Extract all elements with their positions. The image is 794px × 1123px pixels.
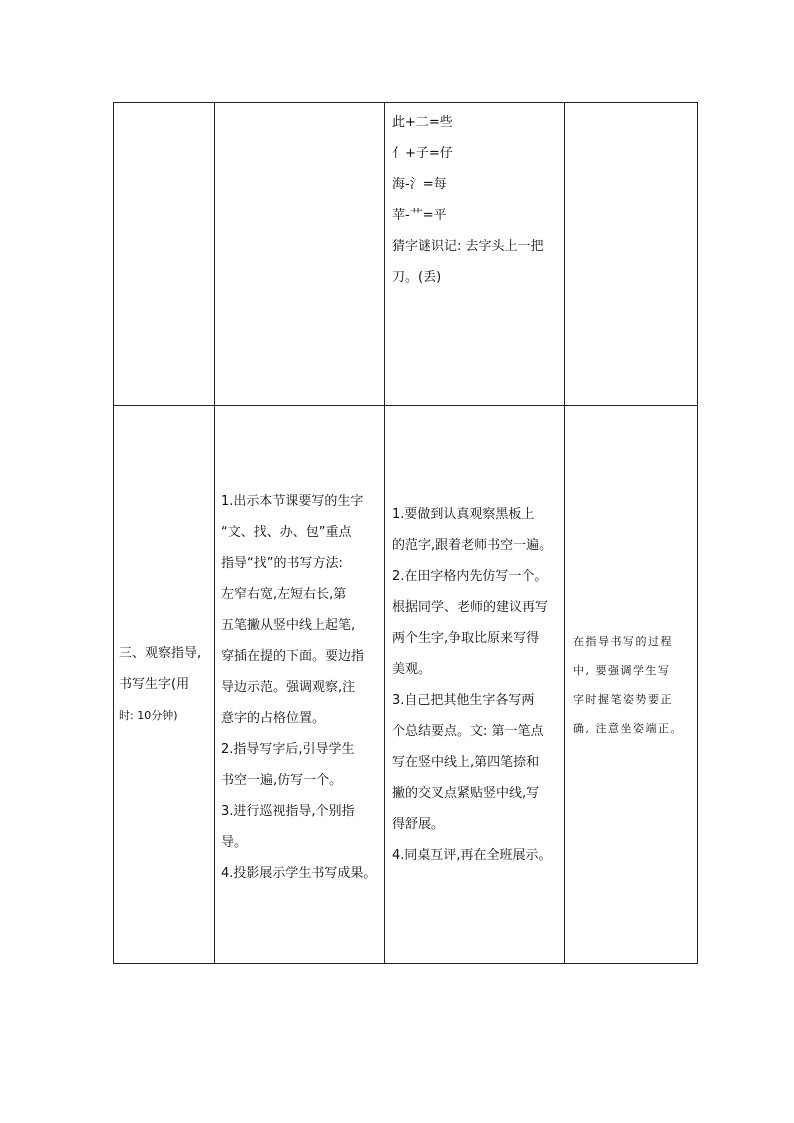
stage-cell: [114, 406, 215, 964]
text-line: 时: 10分钟): [119, 709, 178, 722]
text-line: 确, 注意坐姿端正。: [573, 721, 683, 735]
text-line: 中, 要强调学生写: [573, 663, 671, 677]
text-line: 亻+子=仔: [392, 146, 453, 161]
text-line: 此+二=些: [392, 115, 453, 130]
text-line: 书写生字(用: [119, 677, 190, 692]
text-line: 撇的交叉点紧贴竖中线,写: [392, 786, 540, 801]
text-line: 海-氵=每: [392, 177, 447, 192]
text-line: 4.同桌互评,再在全班展示。: [392, 848, 552, 863]
text-line: 指导“找”的书写方法:: [221, 556, 343, 571]
text-line: 两个生字,争取比原来写得: [392, 631, 540, 646]
text-line: 导边示范。强调观察,注: [221, 680, 356, 695]
stage-cell: [114, 103, 215, 406]
text-line: 3.进行巡视指导,个别指: [221, 804, 355, 819]
text-line: 4.投影展示学生书写成果。: [221, 866, 377, 881]
text-line: 苹-艹=平: [392, 208, 447, 223]
text-line: 猜字谜识记: 去字头上一把: [392, 239, 544, 254]
text-line: 写在竖中线上,第四笔捺和: [392, 755, 540, 770]
student-activity-cell: [385, 103, 565, 406]
lesson-plan-table: [113, 102, 698, 964]
table-row: [114, 406, 698, 964]
text-line: 1.出示本节课要写的生字: [221, 494, 364, 509]
text-line: 书空一遍,仿写一个。: [221, 773, 343, 788]
design-note: [565, 627, 697, 743]
text-line: 个总结要点。文: 第一笔点: [392, 724, 544, 739]
text-line: “文、找、办、包”重点: [221, 525, 352, 540]
text-line: 2.在田字格内先仿写一个。: [392, 569, 548, 584]
text-line: 在指导书写的过程: [573, 634, 673, 648]
table-row: [114, 103, 698, 406]
student-activity-text: [385, 406, 564, 871]
text-line: 2.指导写字后,引导学生: [221, 742, 355, 757]
text-line: 的范字,跟着老师书空一遍。: [392, 538, 553, 553]
text-line: 得舒展。: [392, 817, 445, 832]
text-line: 1.要做到认真观察黑板上: [392, 507, 535, 522]
text-line: 意字的占格位置。: [221, 711, 326, 726]
note-cell: [565, 103, 698, 406]
text-line: 3.自己把其他生字各写两: [392, 693, 535, 708]
text-line: 导。: [221, 835, 248, 850]
teacher-activity-cell: [215, 406, 385, 964]
student-activity-text: [385, 103, 564, 293]
text-line: 三、观察指导,: [119, 646, 202, 661]
text-line: 左窄右宽,左短右长,第: [221, 587, 347, 602]
teacher-activity-text: [215, 406, 384, 889]
text-line: 刀。(丢): [392, 270, 442, 285]
stage-title: [114, 638, 214, 731]
note-cell: [565, 406, 698, 964]
teacher-activity-cell: [215, 103, 385, 406]
student-activity-cell: [385, 406, 565, 964]
text-line: 根据同学、老师的建议再写: [392, 600, 549, 615]
text-line: 字时握笔姿势要正: [573, 692, 673, 706]
text-line: 美观。: [392, 662, 432, 677]
text-line: 穿插在提的下面。要边指: [221, 649, 365, 664]
text-line: 五笔撇从竖中线上起笔,: [221, 618, 356, 633]
